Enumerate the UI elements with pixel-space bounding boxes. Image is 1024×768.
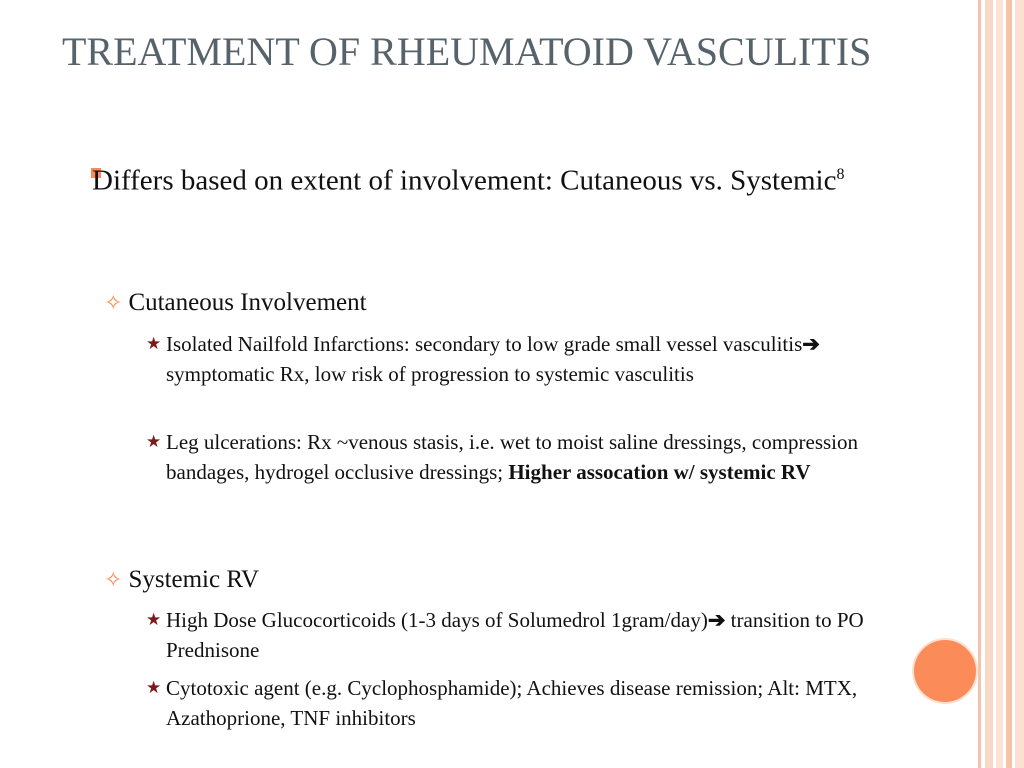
item-text: High Dose Glucocorticoids (1-3 days of Solumedrol 1gram/day) (166, 608, 708, 632)
stripe (978, 0, 981, 768)
item-text-continued: symptomatic Rx, low risk of progression to systemic vasculitis (166, 362, 694, 386)
citation-superscript: 8 (836, 166, 845, 183)
arrow-icon: ➔ (802, 332, 820, 356)
decorative-orb (914, 640, 976, 702)
star-bullet-icon: ★ (146, 610, 162, 629)
main-bullet-text: Differs based on extent of involvement: Cutaneous vs. Systemic (92, 164, 837, 197)
item-text: Leg ulcerations: Rx ~venous stasis, i.e. wet to moist saline dressings, compression bandages, hydrogel occlusive dressings; (166, 430, 859, 484)
stripe (996, 0, 1003, 768)
arrow-icon: ➔ (707, 608, 726, 632)
list-item (146, 605, 886, 665)
stripe (1006, 0, 1012, 768)
main-bullet (92, 157, 922, 199)
list-item (146, 427, 886, 487)
item-bold-text: Higher assocation w/ systemic RV (508, 460, 811, 484)
diamond-bullet-icon: ✧ (104, 290, 123, 315)
star-bullet-icon: ★ (146, 678, 162, 697)
item-text: Cytotoxic agent (e.g. Cyclophosphamide); Achieves disease remission; Alt: MTX, Azathoprione, TNF inhibitors (166, 676, 858, 730)
stripe (985, 0, 993, 768)
item-text-continued: transition to PO Prednisone (166, 608, 864, 662)
star-bullet-icon: ★ (146, 334, 162, 353)
item-text: Isolated Nailfold Infarctions: secondary to low grade small vessel vasculitis (166, 332, 803, 356)
diamond-bullet-icon: ✧ (104, 567, 123, 592)
section-heading-text: Cutaneous Involvement (128, 289, 367, 316)
star-bullet-icon: ★ (146, 432, 162, 451)
list-item (146, 329, 886, 389)
list-item (146, 673, 886, 733)
slide-title: TREATMENT OF RHEUMATOID VASCULITIS (62, 29, 872, 74)
section-heading-systemic (104, 565, 259, 595)
decorative-stripes (978, 0, 1024, 768)
section-heading-cutaneous (104, 288, 367, 318)
section-heading-text: Systemic RV (128, 566, 260, 593)
stripe (1015, 0, 1024, 768)
